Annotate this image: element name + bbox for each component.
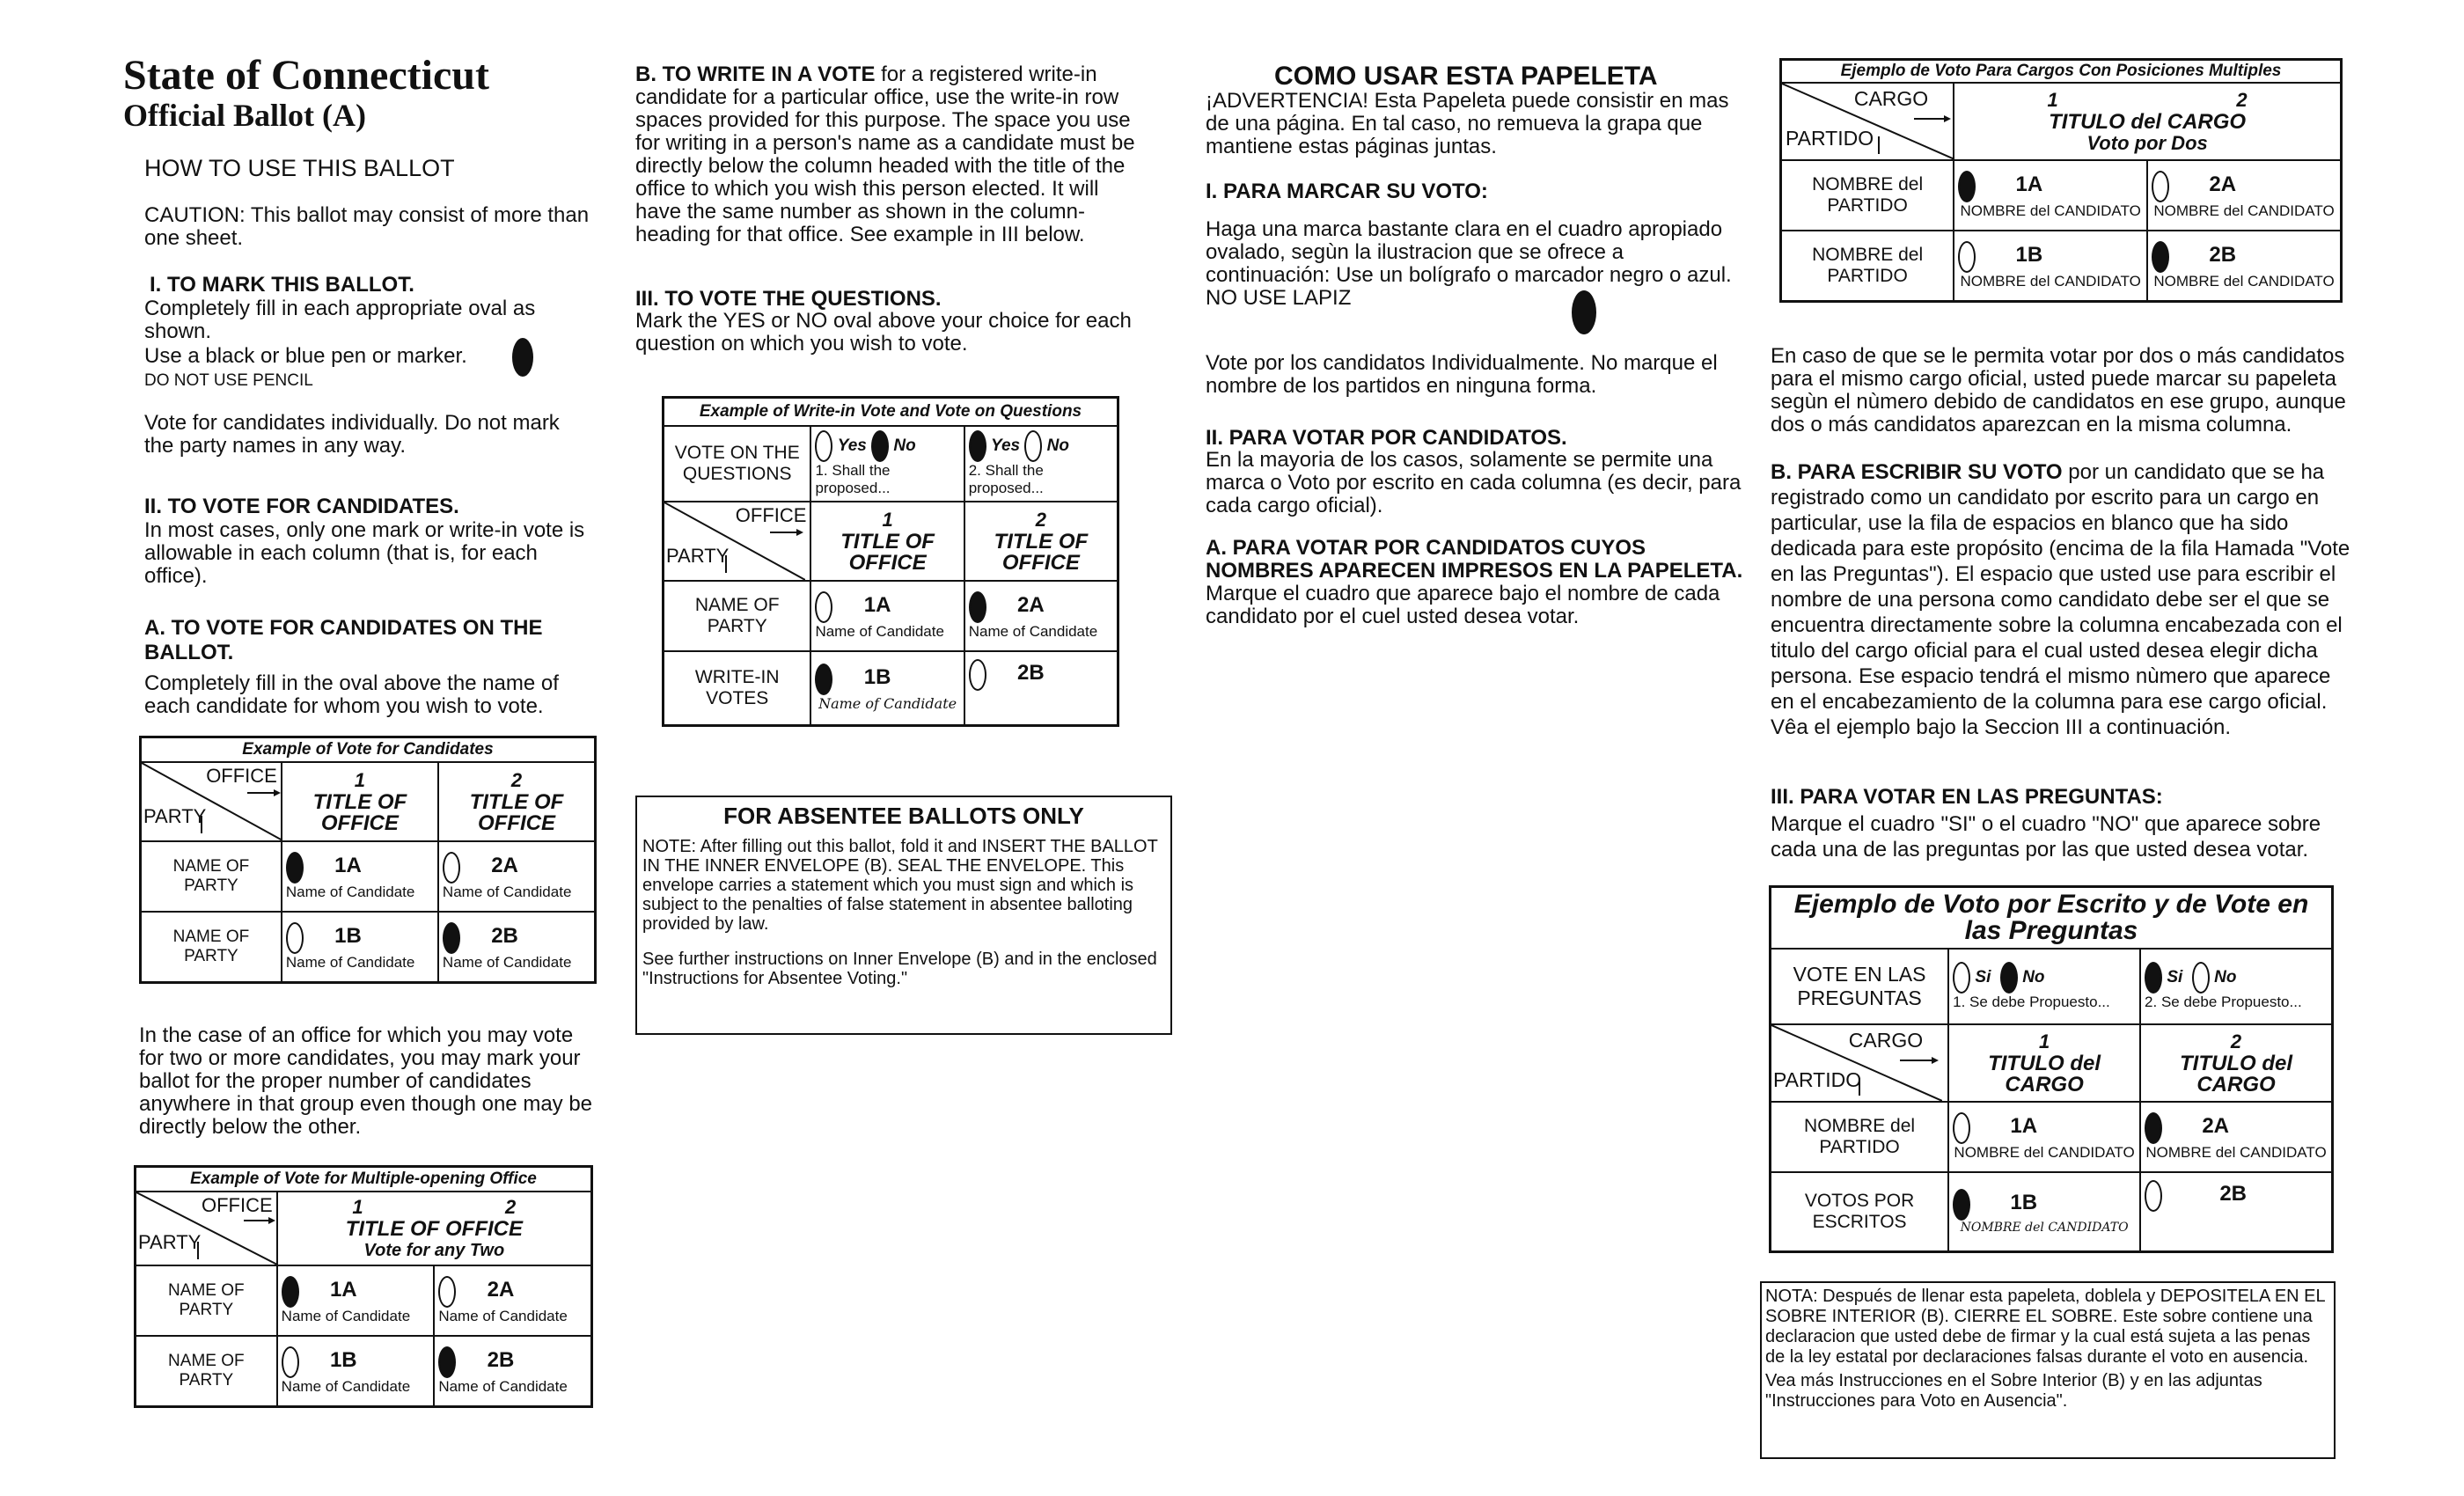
candidate-name: Name of Candidate: [442, 953, 572, 971]
candidate-id: 1B: [329, 1347, 357, 1372]
nota-text: NOTA: Después de llenar esta papeleta, doblela y DEPOSITELA EN EL SOBRE INTERIOR (B). CIERRE EL SOBRE. Este sobre contiene una declaracion que usted debe de firmar y la cual está sujeta a las penas de la ley estatal por declaraciones falsas durante el voto en ausencia.: [1765, 1287, 2325, 1367]
absentee-title: FOR ABSENTEE BALLOTS ONLY: [723, 803, 1084, 829]
candidate-name: NOMBRE del CANDIDATO: [1954, 1144, 2135, 1161]
col-title: TITLE OF OFFICE: [312, 790, 407, 835]
candidate-id: 1B: [2015, 242, 2043, 267]
vote-individually-text: Vote for candidates individually. Do not mark the party names in any way.: [144, 411, 560, 458]
escribir-paragraph: [1771, 459, 2351, 740]
ballot-title: State of Connecticut: [123, 52, 489, 99]
candidate-id: 1A: [863, 593, 891, 618]
absentee-note: NOTE: After filling out this ballot, fold it and INSERT THE BALLOT IN THE INNER ENVELOPE (B). SEAL THE ENVELOPE. This envelope carries a statement which you must sign and which is subject to the penalties of false statement in absentee balloting provided by law.: [642, 837, 1158, 934]
party-name: NAME OF PARTY: [136, 1336, 277, 1406]
col-title: TITLE OF OFFICE: [345, 1217, 523, 1241]
candidate-id: 2A: [2209, 172, 2237, 197]
questions-text: Mark the YES or NO oval above your choice for each question on which you wish to vote.: [635, 309, 1132, 356]
filled-oval-sample: [512, 338, 533, 377]
candidate-id: 1A: [2015, 172, 2043, 197]
filled-oval-sample: [1572, 290, 1596, 334]
ballot-subtitle: Official Ballot (A): [123, 98, 366, 133]
candidate-id: 1A: [329, 1278, 357, 1302]
preguntas-heading: III. PARA VOTAR EN LAS PREGUNTAS:: [1771, 785, 2163, 809]
candidate-id: 2B: [491, 923, 518, 948]
no-label: No: [1046, 436, 1069, 456]
party-name: NAME OF PARTY: [141, 841, 282, 912]
no-lapiz-text: NO USE LAPIZ: [1206, 286, 1352, 310]
example-multiple-opening: [134, 1165, 593, 1408]
col-title: TITLE OF OFFICE: [994, 530, 1089, 575]
col-subtitle: Voto por Dos: [2086, 132, 2208, 154]
candidate-id: 1A: [2010, 1114, 2038, 1139]
no-pencil-text: DO NOT USE PENCIL: [144, 371, 313, 390]
filled-oval: [969, 591, 986, 623]
partido-label: PARTIDO: [1773, 1068, 1862, 1091]
candidates-heading: II. TO VOTE FOR CANDIDATES.: [144, 495, 459, 518]
impresos-heading: A. PARA VOTAR POR CANDIDATOS CUYOS NOMBRES APARECEN IMPRESOS EN LA PAPELETA.: [1206, 536, 1743, 583]
office-party-header: [664, 502, 811, 581]
example-vote-candidates: [139, 736, 597, 984]
write-in-votes-label: WRITE-IN VOTES: [664, 651, 811, 725]
example-escrito-preguntas: [1769, 885, 2334, 1253]
col-subtitle: Vote for any Two: [363, 1241, 505, 1260]
handwritten-name: NOMBRE del CANDIDATO: [1960, 1220, 2129, 1235]
write-in-heading: B. TO WRITE IN A VOTE: [635, 62, 876, 86]
preguntas-text: Marque el cuadro "SI" o el cuadro "NO" que aparece sobre cada una de las preguntas por las que usted desea votar.: [1771, 812, 2321, 862]
col-number: 2: [1035, 509, 1046, 531]
empty-oval: [1958, 241, 1976, 273]
filled-oval: [871, 430, 889, 462]
col-number: 1: [2038, 1030, 2050, 1052]
empty-oval: [969, 659, 986, 691]
party-name: NAME OF PARTY: [664, 581, 811, 651]
advertencia-text: ¡ADVERTENCIA! Esta Papeleta puede consistir en mas de una página. En tal caso, no remueva la grapa que mantiene estas páginas juntas.: [1206, 89, 1729, 158]
office-party-header: [136, 1192, 277, 1265]
party-label: PARTY: [143, 805, 207, 827]
col-number: 2: [2230, 1030, 2242, 1052]
office-label: OFFICE: [202, 1194, 273, 1216]
col-number: 2: [2236, 89, 2248, 111]
si-label: Si: [2167, 968, 2183, 987]
example-write-in-questions: [662, 396, 1119, 727]
example-caption: Example of Vote for Candidates: [141, 737, 596, 763]
yes-label: Yes: [837, 436, 867, 456]
vote-individual-es: Vote por los candidatos Individualmente. No marque el nombre de los partidos en ninguna forma.: [1206, 351, 1718, 398]
filled-oval: [969, 430, 986, 462]
si-label: Si: [1975, 968, 1991, 987]
ballot-candidates-text: Completely fill in the oval above the name of each candidate for whom you wish to vote.: [144, 671, 559, 718]
candidate-name: Name of Candidate: [438, 1377, 568, 1395]
question-text: 2. Shall the proposed...: [968, 462, 1044, 496]
nota-box: [1760, 1281, 2336, 1459]
nota-see: Vea más Instrucciones en el Sobre Interior (B) y en las adjuntas "Instrucciones para Voto en Ausencia".: [1765, 1371, 2262, 1411]
spanish-title: COMO USAR ESTA PAPELETA: [1274, 62, 1658, 91]
candidate-name: NOMBRE del CANDIDATO: [1960, 272, 2141, 290]
col-title: TITLE OF OFFICE: [469, 790, 564, 835]
empty-oval: [438, 1276, 456, 1308]
vote-preguntas-label: VOTE EN LAS PREGUNTAS: [1771, 949, 1949, 1024]
candidatos-text: En la mayoria de los casos, solamente se permite una marca o Voto por escrito en cada columna (es decir, para cada cargo oficial).: [1206, 448, 1742, 517]
absentee-see: See further instructions on Inner Envelope (B) and in the enclosed "Instructions for Absentee Voting.": [642, 950, 1157, 988]
col-number: 1: [352, 1196, 363, 1218]
col-number: 1: [354, 769, 366, 791]
filled-oval: [282, 1276, 299, 1308]
candidate-name: NOMBRE del CANDIDATO: [2153, 272, 2335, 290]
no-label: No: [893, 436, 916, 456]
impresos-text: Marque el cuadro que aparece bajo el nombre de cada candidato por el cuel usted desea votar.: [1206, 582, 1720, 628]
empty-oval: [815, 430, 832, 462]
mark-heading: I. TO MARK THIS BALLOT.: [150, 273, 414, 297]
empty-oval: [2192, 962, 2210, 994]
caution-text: CAUTION: This ballot may consist of more than one sheet.: [144, 203, 590, 250]
candidate-id: 2B: [2219, 1182, 2248, 1206]
candidate-id: 2A: [491, 854, 518, 878]
multiples-text-es: En caso de que se le permita votar por dos o más candidatos para el mismo cargo oficial, usted puede marcar su papeleta segùn el nùmero debido de candidatos en ese grupo, aunque dos o más candidatos aparezcan en la misma columna.: [1771, 344, 2346, 436]
col-title: TITULO del CARGO: [1988, 1052, 2101, 1096]
partido-label: PARTIDO: [1786, 127, 1874, 150]
candidate-id: 2A: [2202, 1114, 2230, 1139]
col-title: TITULO del CARGO: [2049, 110, 2247, 134]
col-title: TITLE OF OFFICE: [840, 530, 935, 575]
filled-oval: [286, 852, 304, 884]
vote-questions-label: VOTE ON THE QUESTIONS: [664, 426, 811, 502]
no-label: No: [2022, 968, 2045, 987]
candidate-id: 2A: [487, 1278, 515, 1302]
candidate-name: Name of Candidate: [968, 623, 1098, 640]
empty-oval: [443, 852, 460, 884]
marcar-text: Haga una marca bastante clara en el cuadro apropiado ovalado, segùn la ilustracion que se ofrece a continuación: Use un bolígrafo o marcador negro o azul.: [1206, 217, 1732, 287]
candidate-name: Name of Candidate: [281, 1377, 411, 1395]
escribir-text: por un candidato que se ha registrado como un candidato por escrito para un cargo en particular, use la fila de espacios en blanco que ha sido dedicada para este propósito (encima de la fila Hamada "Vote en las Preguntas"). El espacio que usted use para escribir el nombre de una persona como candidato debe ser el que se encuentra directamente sobre la columna encabezada con el titulo del cargo oficial para el cual usted desea elegir dicha persona. Ese espacio tendrá el mismo nùmero que aparece en el encabezamiento de la columna para ese cargo oficial. Vêa el ejemplo bajo la Seccion III a continuación.: [1771, 460, 2350, 739]
candidate-name: Name of Candidate: [285, 884, 415, 900]
candidate-id: 2B: [2209, 242, 2237, 267]
write-in-text: for a registered write-in candidate for a particular office, use the write-in row spaces provided for this purpose. The space you use for writing in a person's name as a candidate must be directly below the column headed with the title of the office to which you wish this person elected. It will have the same number as shown in the column-heading for that office. See example in III below.: [635, 62, 1135, 246]
candidate-id: 2A: [1017, 593, 1045, 618]
candidate-name: Name of Candidate: [438, 1308, 568, 1324]
absentee-box: [635, 796, 1172, 1035]
filled-oval: [2152, 241, 2169, 273]
candidate-name: Name of Candidate: [281, 1308, 411, 1324]
candidates-text: In most cases, only one mark or write-in vote is allowable in each column (that is, for each office).: [144, 518, 585, 588]
handwritten-name: Name of Candidate: [818, 695, 957, 713]
candidate-name: Name of Candidate: [285, 953, 415, 971]
filled-oval: [443, 922, 460, 954]
col-title: TITULO del CARGO: [2180, 1052, 2293, 1096]
questions-heading: III. TO VOTE THE QUESTIONS.: [635, 287, 942, 311]
col-number: 2: [505, 1196, 517, 1218]
yes-label: Yes: [991, 436, 1021, 456]
cargo-label: CARGO: [1848, 1029, 1924, 1052]
partido-name: NOMBRE del PARTIDO: [1781, 160, 1954, 231]
marcar-heading: I. PARA MARCAR SU VOTO:: [1206, 180, 1488, 203]
ballot-candidates-heading: A. TO VOTE FOR CANDIDATES ON THE BALLOT.: [144, 616, 543, 664]
empty-oval: [2145, 1180, 2162, 1212]
filled-oval: [438, 1346, 456, 1378]
how-to-heading: HOW TO USE THIS BALLOT: [144, 155, 455, 181]
empty-oval: [286, 922, 304, 954]
party-name: NAME OF PARTY: [141, 912, 282, 982]
candidate-id: 2B: [1017, 661, 1045, 686]
filled-oval: [1958, 171, 1976, 202]
candidate-id: 1A: [334, 854, 362, 878]
party-label: PARTY: [138, 1231, 202, 1253]
candidate-id: 1B: [2010, 1190, 2038, 1214]
office-party-header: [141, 762, 282, 841]
filled-oval: [2145, 962, 2162, 994]
candidate-name: Name of Candidate: [815, 623, 944, 640]
write-in-paragraph: [635, 63, 1139, 246]
empty-oval: [1953, 962, 1970, 994]
candidate-name: NOMBRE del CANDIDATO: [1960, 202, 2141, 219]
col-number: 1: [882, 509, 893, 531]
question-text: 2. Se debe Propuesto...: [2145, 994, 2302, 1010]
candidate-id: 1B: [863, 665, 891, 690]
candidate-name: Name of Candidate: [442, 884, 572, 900]
filled-oval: [2145, 1112, 2162, 1144]
party-name: NAME OF PARTY: [136, 1265, 277, 1336]
partido-name: NOMBRE del PARTIDO: [1781, 231, 1954, 301]
partido-name: NOMBRE del PARTIDO: [1771, 1102, 1949, 1172]
pen-text: Use a black or blue pen or marker.: [144, 344, 467, 368]
escribir-heading: B. PARA ESCRIBIR SU VOTO: [1771, 460, 2063, 484]
question-text: 1. Se debe Propuesto...: [1953, 994, 2110, 1010]
candidate-name: NOMBRE del CANDIDATO: [2145, 1144, 2327, 1161]
candidatos-heading: II. PARA VOTAR POR CANDIDATOS.: [1206, 426, 1567, 450]
cargo-partido-header: [1771, 1024, 1949, 1102]
col-number: 2: [510, 769, 523, 791]
candidate-name: NOMBRE del CANDIDATO: [2153, 202, 2335, 219]
filled-oval: [1953, 1189, 1970, 1221]
example-caption: Example of Vote for Multiple-opening Office: [136, 1167, 592, 1192]
votos-escritos-label: VOTOS POR ESCRITOS: [1771, 1172, 1949, 1251]
mark-text: Completely fill in each appropriate oval as shown.: [144, 297, 536, 343]
candidate-id: 1B: [334, 923, 362, 948]
empty-oval: [1024, 430, 1042, 462]
filled-oval: [815, 664, 832, 695]
empty-oval: [282, 1346, 299, 1378]
col-number: 1: [2047, 89, 2058, 111]
office-label: OFFICE: [206, 765, 277, 787]
empty-oval: [1953, 1112, 1970, 1144]
empty-oval: [815, 591, 832, 623]
filled-oval: [2000, 962, 2018, 994]
candidate-id: 2B: [487, 1347, 515, 1372]
cargo-partido-header: [1781, 83, 1954, 160]
office-label: OFFICE: [735, 504, 807, 526]
party-label: PARTY: [666, 545, 730, 567]
no-label: No: [2214, 968, 2237, 987]
empty-oval: [2152, 171, 2169, 202]
question-text: 1. Shall the proposed...: [815, 462, 891, 496]
example-caption: Ejemplo de Voto por Escrito y de Vote en las Preguntas: [1771, 887, 2333, 950]
example-caption: Ejemplo de Voto Para Cargos Con Posiciones Multiples: [1781, 60, 2342, 84]
example-caption: Example of Write-in Vote and Vote on Questions: [664, 398, 1118, 427]
multi-candidate-text: In the case of an office for which you may vote for two or more candidates, you may mark your ballot for the proper number of candidates anywhere in that group even though one may be directly below the other.: [139, 1023, 593, 1139]
example-multiples-es: [1779, 58, 2343, 303]
cargo-label: CARGO: [1853, 87, 1929, 110]
